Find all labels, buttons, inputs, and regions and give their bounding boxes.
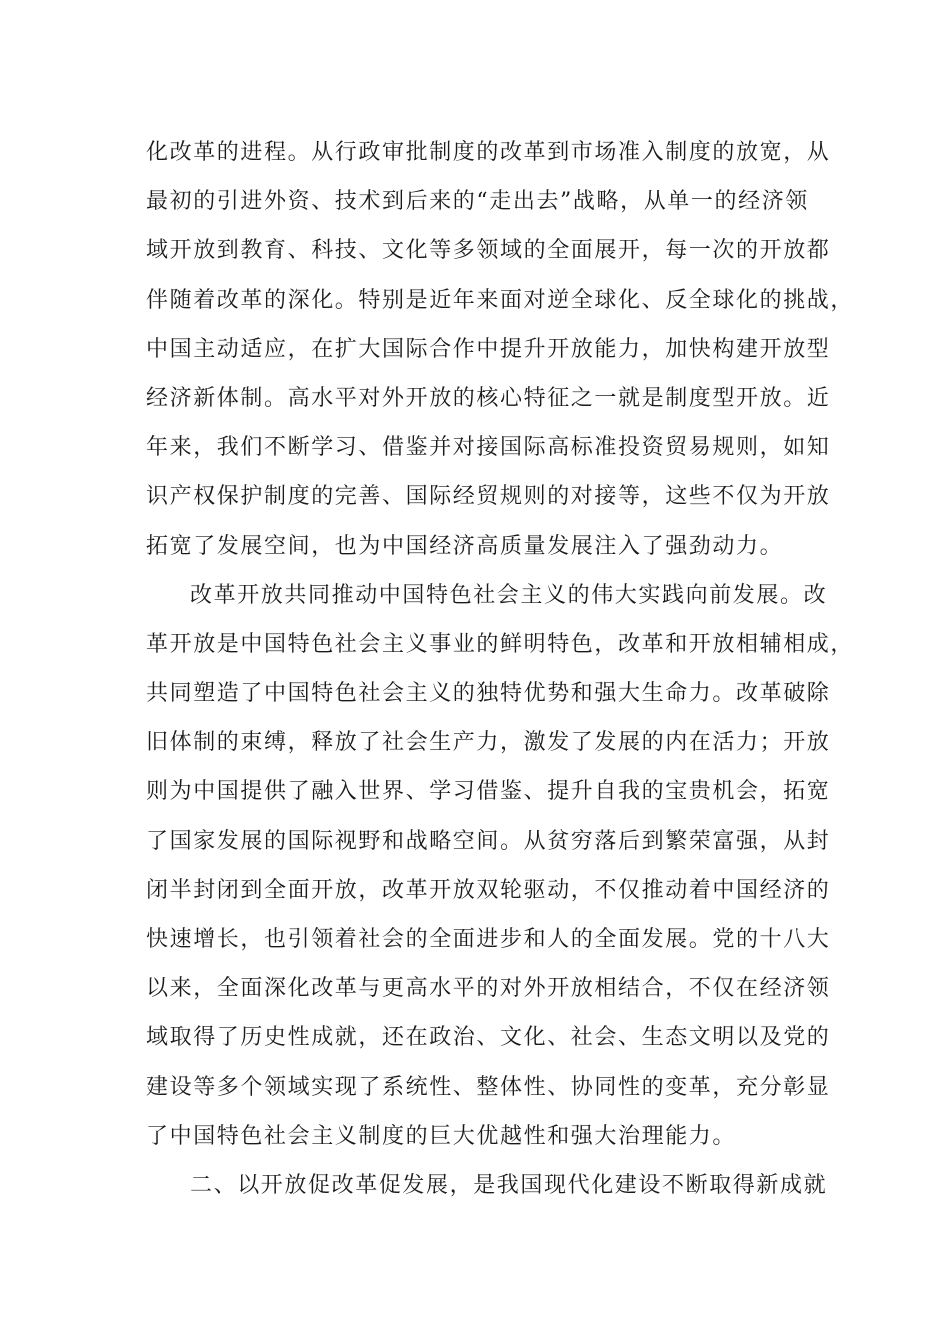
section-heading-line: 二、以开放促改革促发展，是我国现代化建设不断取得新成就 (190, 1172, 828, 1198)
text-line: 闭半封闭到全面开放，改革开放双轮驱动，不仅推动着中国经济的 (146, 877, 831, 903)
paragraph-2 (146, 571, 855, 1161)
text-line: 域取得了历史性成就，还在政治、文化、社会、生态文明以及党的 (146, 1025, 831, 1051)
text-line: 快速增长，也引领着社会的全面进步和人的全面发展。党的十八大 (146, 927, 831, 952)
text-line: 共同塑造了中国特色社会主义的独特优势和强大生命力。改革破除 (146, 681, 831, 707)
text-line: 年来，我们不断学习、借鉴并对接国际高标准投资贸易规则，如知 (146, 435, 831, 461)
text-line: 经济新体制。高水平对外开放的核心特征之一就是制度型开放。近 (146, 385, 831, 411)
text-line: 改革开放共同推动中国特色社会主义的伟大实践向前发展。改 (190, 582, 828, 608)
text-line: 识产权保护制度的完善、国际经贸规则的对接等，这些不仅为开放 (146, 484, 831, 510)
text-line: 拓宽了发展空间，也为中国经济高质量发展注入了强劲动力。 (146, 533, 784, 559)
paragraph-1 (146, 128, 855, 571)
text-line: 化改革的进程。从行政审批制度的改革到市场准入制度的放宽，从 (146, 140, 831, 165)
text-line: 建设等多个领域实现了系统性、整体性、协同性的变革，充分彰显 (146, 1074, 831, 1100)
text-line: 旧体制的束缚，释放了社会生产力，激发了发展的内在活力；开放 (146, 730, 831, 756)
text-line: 中国主动适应，在扩大国际合作中提升开放能力，加快构建开放型 (146, 336, 831, 362)
text-line: 了国家发展的国际视野和战略空间。从贫穷落后到繁荣富强，从封 (146, 828, 831, 854)
text-line: 域开放到教育、科技、文化等多领域的全面展开，每一次的开放都 (146, 238, 831, 264)
text-line: 革开放是中国特色社会主义事业的鲜明特色，改革和开放相辅相成， (146, 631, 855, 657)
text-line: 则为中国提供了融入世界、学习借鉴、提升自我的宝贵机会，拓宽 (146, 779, 831, 805)
text-line: 了中国特色社会主义制度的巨大优越性和强大治理能力。 (146, 1123, 737, 1149)
text-line: 以来，全面深化改革与更高水平的对外开放相结合，不仅在经济领 (146, 976, 831, 1002)
paragraph-3 (146, 1161, 826, 1210)
document-body (146, 128, 855, 1210)
text-line: 伴随着改革的深化。特别是近年来面对逆全球化、反全球化的挑战， (146, 287, 855, 313)
text-line: 最初的引进外资、技术到后来的“走出去”战略，从单一的经济领 (146, 189, 809, 215)
